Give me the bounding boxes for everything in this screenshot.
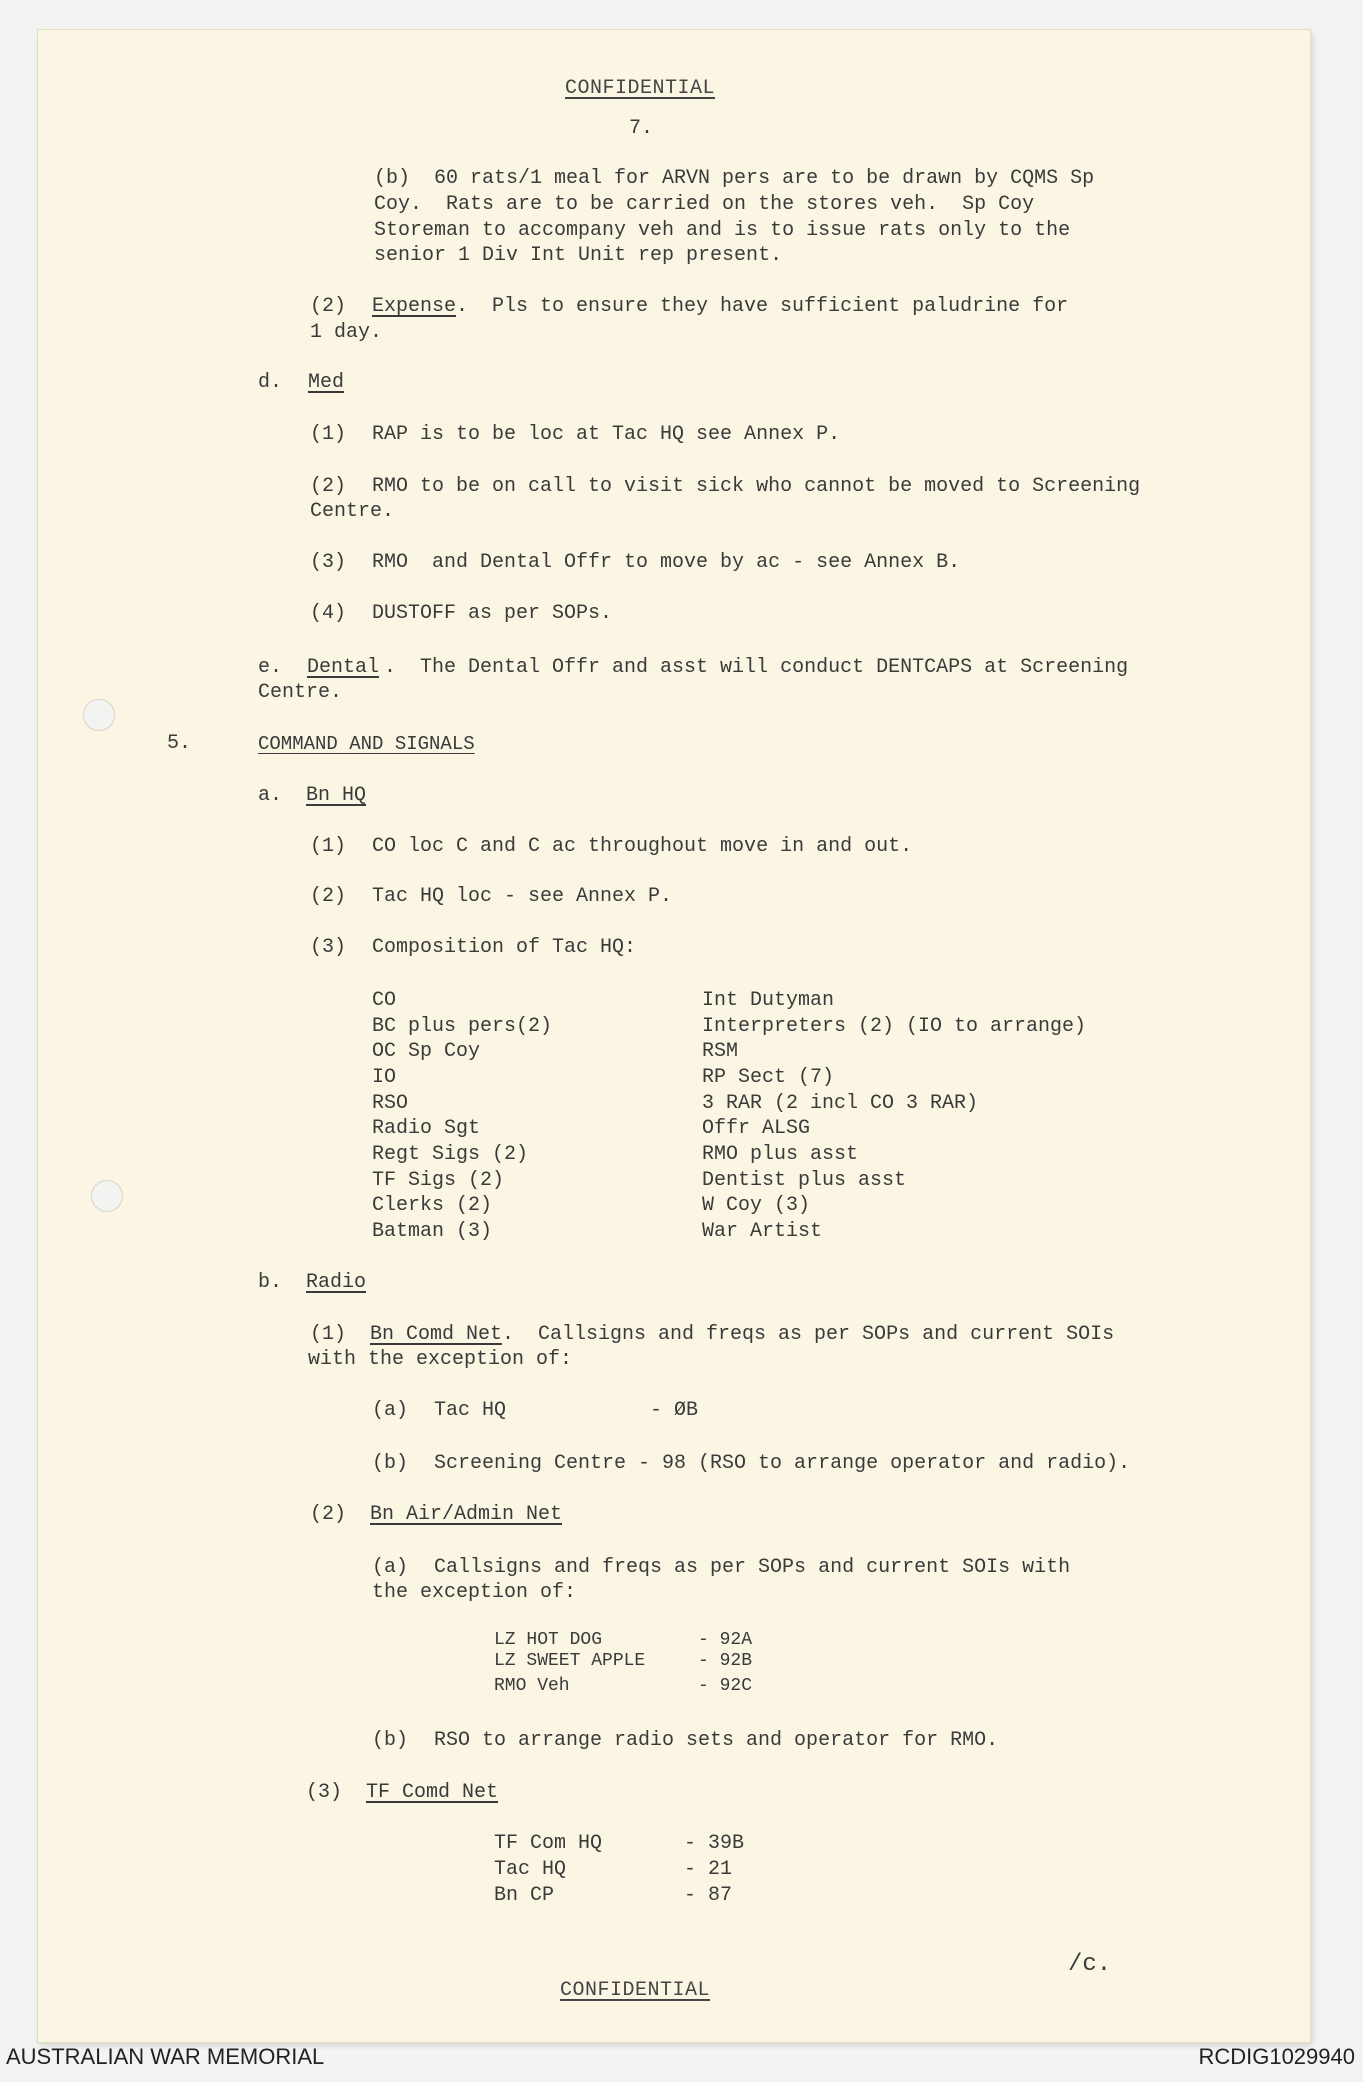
dental-title: Dental bbox=[307, 656, 380, 679]
composition-left-item: Clerks (2) bbox=[372, 1194, 493, 1217]
composition-right-item: Interpreters (2) (IO to arrange) bbox=[702, 1015, 1087, 1038]
expense-title: Expense bbox=[372, 295, 457, 318]
dental-label: e. bbox=[258, 656, 283, 679]
para-b-line3: Storeman to accompany veh and is to issue rats only to the bbox=[374, 219, 1071, 242]
page-number: 7. bbox=[629, 117, 654, 140]
section-5-num: 5. bbox=[167, 732, 192, 755]
composition-right-item: RMO plus asst bbox=[702, 1143, 859, 1166]
med-item-3-text: RMO and Dental Offr to move by ac - see Annex B. bbox=[372, 551, 961, 574]
footer-classification: CONFIDENTIAL bbox=[560, 1979, 711, 2002]
med-item-1-num: (1) bbox=[310, 423, 347, 446]
cmd-net-a-name: Tac HQ bbox=[434, 1399, 507, 1422]
med-item-2-text: RMO to be on call to visit sick who cannot be moved to Screening bbox=[372, 475, 1141, 498]
dental-line2: Centre. bbox=[258, 681, 343, 704]
expense-line2: 1 day. bbox=[310, 321, 383, 344]
bn-hq-item-3-num: (3) bbox=[310, 936, 347, 959]
composition-left-item: Radio Sgt bbox=[372, 1117, 481, 1140]
med-label: d. bbox=[258, 371, 283, 394]
bn-hq-item-2-text: Tac HQ loc - see Annex P. bbox=[372, 885, 673, 908]
composition-left-item: OC Sp Coy bbox=[372, 1040, 481, 1063]
archive-caption: AUSTRALIAN WAR MEMORIAL bbox=[6, 2044, 325, 2069]
med-title: Med bbox=[308, 371, 345, 394]
tf-net-callsign-sign: - 39B bbox=[684, 1832, 745, 1855]
air-admin-a-num: (a) bbox=[372, 1556, 409, 1579]
air-admin-num: (2) bbox=[310, 1503, 347, 1526]
para-b-line4: senior 1 Div Int Unit rep present. bbox=[374, 244, 783, 267]
cmd-net-line1: . Callsigns and freqs as per SOPs and current SOIs bbox=[502, 1323, 1115, 1346]
tf-net-num: (3) bbox=[306, 1781, 343, 1804]
tf-net-callsign-name: TF Com HQ bbox=[494, 1832, 603, 1855]
composition-right-item: Offr ALSG bbox=[702, 1117, 811, 1140]
tf-net-callsign-name: Tac HQ bbox=[494, 1858, 567, 1881]
composition-right-item: RP Sect (7) bbox=[702, 1066, 835, 1089]
bn-hq-item-1-num: (1) bbox=[310, 835, 347, 858]
air-admin-callsign-name: LZ SWEET APPLE bbox=[494, 1651, 646, 1671]
cmd-net-b-num: (b) bbox=[372, 1452, 409, 1475]
air-admin-a-line1: Callsigns and freqs as per SOPs and current SOIs with bbox=[434, 1556, 1071, 1579]
section-5-title: COMMAND AND SIGNALS bbox=[258, 733, 475, 755]
expense-line1: . Pls to ensure they have sufficient paludrine for bbox=[456, 295, 1069, 318]
air-admin-callsign-name: RMO Veh bbox=[494, 1676, 570, 1696]
punch-hole-top bbox=[83, 699, 115, 731]
air-admin-callsign-name: LZ HOT DOG bbox=[494, 1630, 603, 1650]
cmd-net-title: Bn Comd Net bbox=[370, 1323, 503, 1346]
composition-left-item: CO bbox=[372, 989, 397, 1012]
tf-net-callsign-sign: - 87 bbox=[684, 1884, 733, 1907]
composition-left-item: RSO bbox=[372, 1092, 409, 1115]
composition-right-item: Int Dutyman bbox=[702, 989, 835, 1012]
air-admin-title: Bn Air/Admin Net bbox=[370, 1503, 563, 1526]
med-item-2-num: (2) bbox=[310, 475, 347, 498]
air-admin-a-line2: the exception of: bbox=[372, 1581, 577, 1604]
expense-num: (2) bbox=[310, 295, 347, 318]
air-admin-b-num: (b) bbox=[372, 1729, 409, 1752]
cmd-net-b-text: Screening Centre - 98 (RSO to arrange operator and radio). bbox=[434, 1452, 1131, 1475]
dental-line1: . The Dental Offr and asst will conduct DENTCAPS at Screening bbox=[384, 656, 1129, 679]
composition-right-item: W Coy (3) bbox=[702, 1194, 811, 1217]
cmd-net-a-num: (a) bbox=[372, 1399, 409, 1422]
composition-left-item: Batman (3) bbox=[372, 1220, 493, 1243]
continuation-mark: /c. bbox=[1068, 1951, 1112, 1978]
composition-right-item: RSM bbox=[702, 1040, 739, 1063]
composition-right-item: War Artist bbox=[702, 1220, 823, 1243]
composition-left-item: BC plus pers(2) bbox=[372, 1015, 553, 1038]
med-item-1-text: RAP is to be loc at Tac HQ see Annex P. bbox=[372, 423, 841, 446]
air-admin-callsign-sign: - 92C bbox=[698, 1676, 753, 1696]
air-admin-callsign-sign: - 92A bbox=[698, 1630, 753, 1650]
cmd-net-num: (1) bbox=[310, 1323, 347, 1346]
tf-net-callsign-name: Bn CP bbox=[494, 1884, 555, 1907]
composition-left-item: IO bbox=[372, 1066, 397, 1089]
bn-hq-item-2-num: (2) bbox=[310, 885, 347, 908]
tf-net-callsign-sign: - 21 bbox=[684, 1858, 733, 1881]
air-admin-b-text: RSO to arrange radio sets and operator for RMO. bbox=[434, 1729, 999, 1752]
air-admin-callsign-sign: - 92B bbox=[698, 1651, 753, 1671]
med-item-2-cont: Centre. bbox=[310, 500, 395, 523]
composition-left-item: TF Sigs (2) bbox=[372, 1169, 505, 1192]
composition-right-item: Dentist plus asst bbox=[702, 1169, 907, 1192]
cmd-net-line2: with the exception of: bbox=[308, 1348, 573, 1371]
punch-hole-bottom bbox=[91, 1180, 123, 1212]
radio-title: Radio bbox=[306, 1271, 367, 1294]
para-b-line2: Coy. Rats are to be carried on the stores veh. Sp Coy bbox=[374, 193, 1035, 216]
radio-label: b. bbox=[258, 1271, 283, 1294]
header-classification: CONFIDENTIAL bbox=[565, 77, 716, 100]
med-item-3-num: (3) bbox=[310, 551, 347, 574]
med-item-4-num: (4) bbox=[310, 602, 347, 625]
composition-right-item: 3 RAR (2 incl CO 3 RAR) bbox=[702, 1092, 979, 1115]
archive-reference: RCDIG1029940 bbox=[1198, 2044, 1355, 2069]
composition-left-item: Regt Sigs (2) bbox=[372, 1143, 529, 1166]
para-b-line1: (b) 60 rats/1 meal for ARVN pers are to be drawn by CQMS Sp bbox=[374, 167, 1095, 190]
bn-hq-item-1-text: CO loc C and C ac throughout move in and out. bbox=[372, 835, 913, 858]
bn-hq-item-3-text: Composition of Tac HQ: bbox=[372, 936, 637, 959]
bn-hq-label: a. bbox=[258, 784, 283, 807]
bn-hq-title: Bn HQ bbox=[306, 784, 367, 807]
med-item-4-text: DUSTOFF as per SOPs. bbox=[372, 602, 613, 625]
cmd-net-a-sign: - ØB bbox=[650, 1399, 699, 1422]
tf-net-title: TF Comd Net bbox=[366, 1781, 499, 1804]
